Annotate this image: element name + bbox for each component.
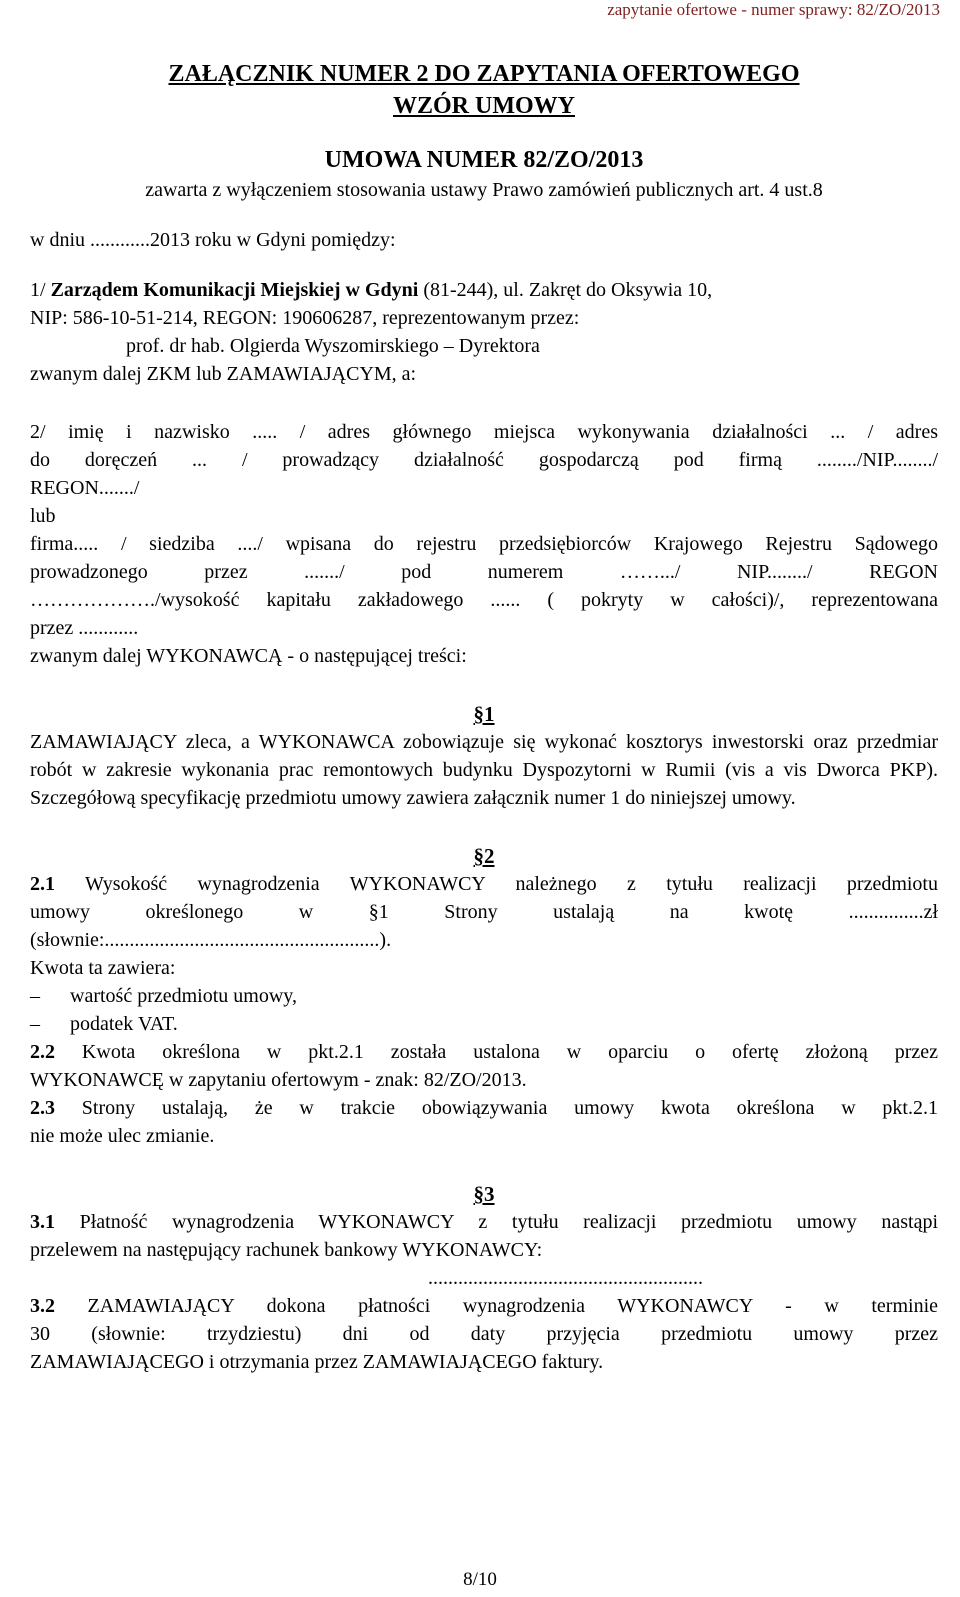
party2-line4: lub	[30, 505, 56, 527]
party2-line8: przez ............	[30, 617, 139, 639]
section2-p1-line2: umowy określonego w §1 Strony ustalają na kwotę ...............zł	[30, 901, 938, 923]
section3-p1-text-a: Płatność wynagrodzenia WYKONAWCY z tytułu realizacji przedmiotu umowy nastąpi	[55, 1211, 938, 1233]
bullet-item	[30, 1010, 938, 1038]
section2-contains: Kwota ta zawiera:	[30, 957, 176, 979]
party2-line7: ………………./wysokość kapitału zakładowego ...... ( pokryty w całości)/, reprezentowana	[30, 589, 938, 611]
bullet-text: wartość przedmiotu umowy,	[70, 985, 297, 1007]
party1-address: (81-244), ul. Zakręt do Oksywia 10,	[418, 279, 713, 301]
section1-text: ZAMAWIAJĄCY zleca, a WYKONAWCA zobowiązuje się wykonać kosztorys inwestorski oraz przedmiar robót w zakresie wykonania prac remontowych budynku Dyspozytorni w Rumii (vis a vis Dworca PKP). Szczegółową specyfikację przedmiotu umowy zawiera załącznik numer 1 do niniejszej umowy.	[30, 731, 938, 809]
section2-p1-text-a: Wysokość wynagrodzenia WYKONAWCY należnego z tytułu realizacji przedmiotu	[55, 873, 938, 895]
section2-p2-number: 2.2	[30, 1041, 55, 1063]
bullet-text: podatek VAT.	[70, 1013, 178, 1035]
bullet-item	[30, 982, 938, 1010]
section2-p3-line1	[30, 1094, 938, 1122]
section2-p3-line2: nie może ulec zmianie.	[30, 1125, 215, 1147]
section3-p1-number: 3.1	[30, 1211, 55, 1233]
party1-prefix: 1/	[30, 279, 51, 301]
section2-symbol: §2	[473, 844, 495, 868]
section2-p2-line1	[30, 1038, 938, 1066]
party1-name: Zarządem Komunikacji Miejskiej w Gdyni	[50, 279, 419, 301]
section2-p2-text-a: Kwota określona w pkt.2.1 została ustalona w oparciu o ofertę złożoną przez	[55, 1041, 938, 1063]
party2-line6: prowadzonego przez ......./ pod numerem …….../ NIP......../ REGON	[30, 561, 938, 583]
contract-title: UMOWA NUMER 82/ZO/2013	[324, 147, 644, 173]
section2-p3-text-a: Strony ustalają, że w trakcie obowiązywania umowy kwota określona w pkt.2.1	[55, 1097, 938, 1119]
party2-line1: 2/ imię i nazwisko ..... / adres głównego miejsca wykonywania działalności ... / adres	[30, 421, 938, 443]
party2-line9: zwanym dalej WYKONAWCĄ - o następującej treści:	[30, 645, 467, 667]
section3-p1-line2: przelewem na następujący rachunek bankowy WYKONAWCY:	[30, 1239, 543, 1261]
document-page	[30, 58, 938, 1376]
section2-heading	[30, 842, 938, 870]
section3-p2-line2: 30 (słownie: trzydziestu) dni od daty przyjęcia przedmiotu umowy przez	[30, 1323, 938, 1345]
page-number: 8/10	[463, 1569, 497, 1590]
dash-icon: –	[30, 1013, 40, 1035]
section3-p2-line1	[30, 1292, 938, 1320]
party1-line	[30, 276, 938, 304]
section3-symbol: §3	[473, 1182, 495, 1206]
section2-p1-line1	[30, 870, 938, 898]
date-line: w dniu ............2013 roku w Gdyni pomiędzy:	[30, 229, 396, 251]
dash-icon: –	[30, 985, 40, 1007]
section3-p2-line3: ZAMAWIAJĄCEGO i otrzymania przez ZAMAWIAJĄCEGO faktury.	[30, 1351, 604, 1373]
section2-p3-number: 2.3	[30, 1097, 55, 1119]
party2-line5: firma..... / siedziba ..../ wpisana do rejestru przedsiębiorców Krajowego Rejestru Sądowego	[30, 533, 938, 555]
section3-p2-number: 3.2	[30, 1295, 55, 1317]
template-title: WZÓR UMOWY	[393, 93, 575, 119]
section1-heading	[30, 700, 938, 728]
section3-heading	[30, 1180, 938, 1208]
bank-account-dots: .......................................................	[428, 1267, 703, 1289]
section1-symbol: §1	[473, 702, 495, 726]
section3-p1-line1	[30, 1208, 938, 1236]
party1-called: zwanym dalej ZKM lub ZAMAWIAJĄCYM, a:	[30, 363, 417, 385]
party1-ids: NIP: 586-10-51-214, REGON: 190606287, reprezentowanym przez:	[30, 307, 580, 329]
header-case-number: zapytanie ofertowe - numer sprawy: 82/ZO/2013	[607, 0, 940, 19]
party2-line3: REGON......./	[30, 477, 140, 499]
section2-p1-number: 2.1	[30, 873, 55, 895]
party1-representative: prof. dr hab. Olgierda Wyszomirskiego – Dyrektora	[126, 335, 540, 357]
section2-p2-line2: WYKONAWCĘ w zapytaniu ofertowym - znak: 82/ZO/2013.	[30, 1069, 527, 1091]
section3-p2-text-a: ZAMAWIAJĄCY dokona płatności wynagrodzenia WYKONAWCY - w terminie	[55, 1295, 938, 1317]
party2-line2: do doręczeń ... / prowadzący działalność gospodarczą pod firmą ......../NIP......../	[30, 449, 938, 471]
section2-p1-line3: (słownie:.......................................................).	[30, 929, 392, 951]
contract-subtitle: zawarta z wyłączeniem stosowania ustawy Prawo zamówień publicznych art. 4 ust.8	[145, 179, 823, 201]
attachment-title: ZAŁĄCZNIK NUMER 2 DO ZAPYTANIA OFERTOWEGO	[168, 61, 800, 87]
